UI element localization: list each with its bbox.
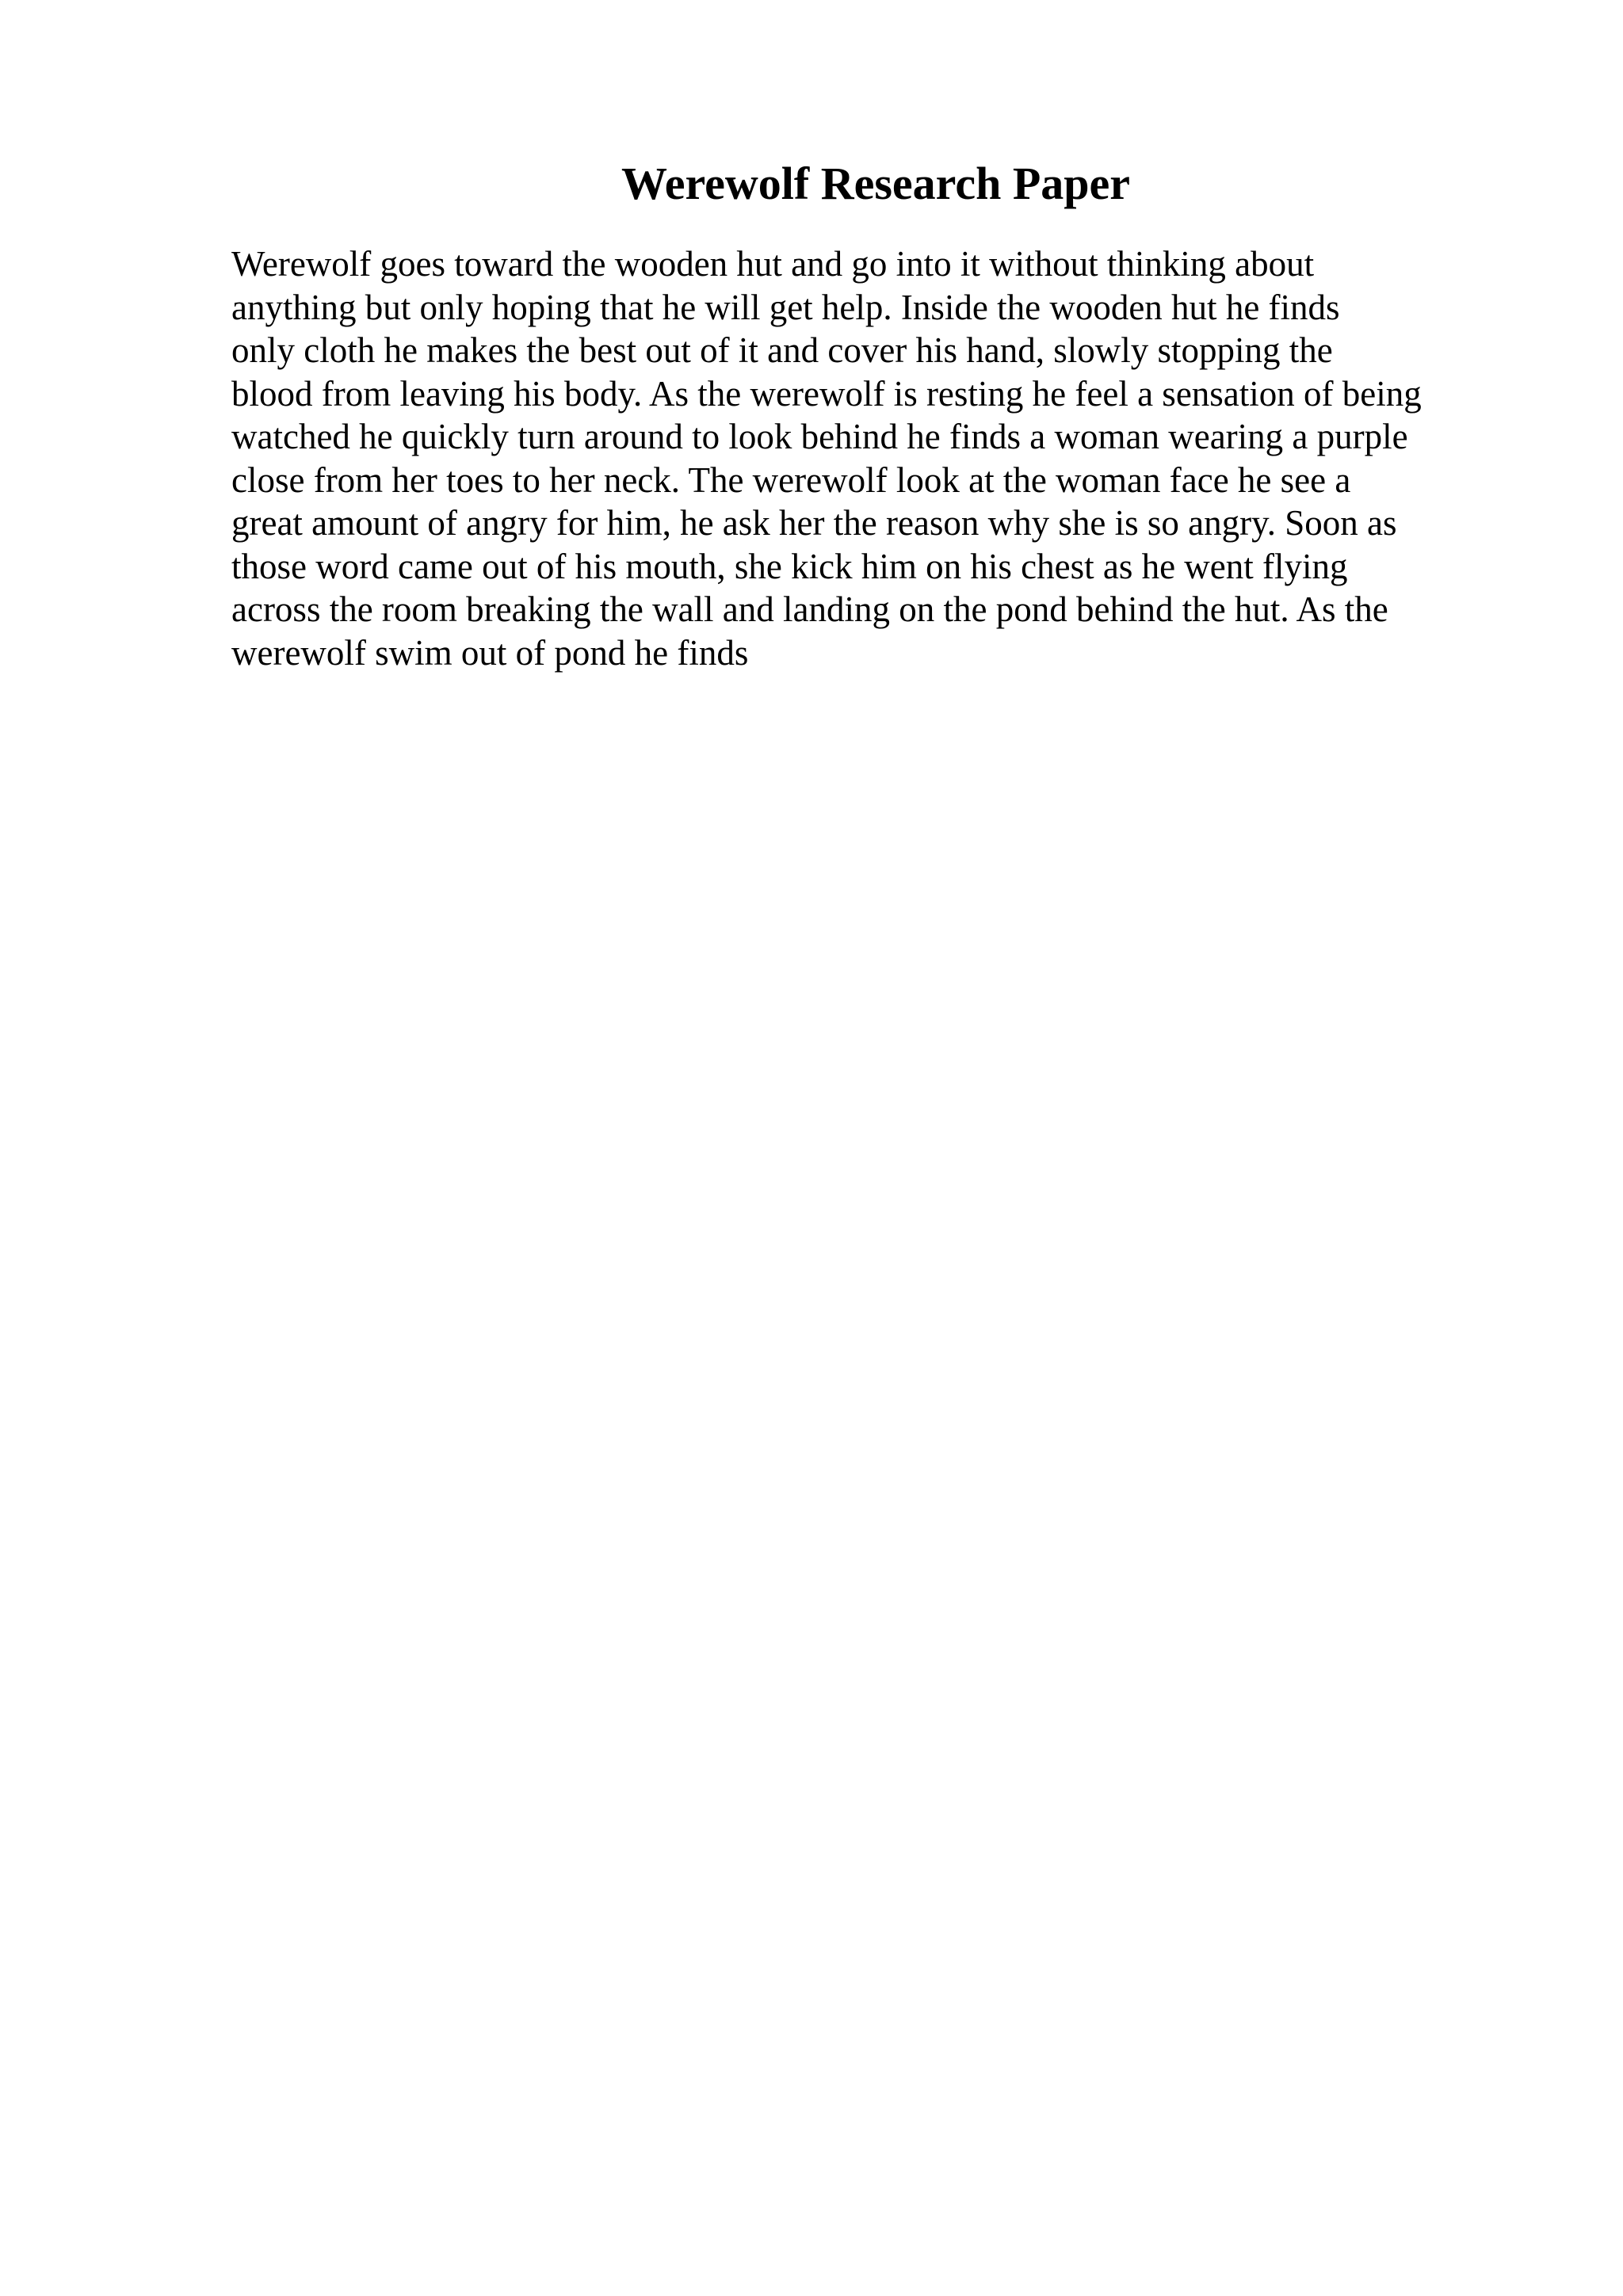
body-line: Werewolf goes toward the wooden hut and go into it without thinking about <box>231 244 1315 284</box>
body-line: anything but only hoping that he will get help. Inside the wooden hut he finds <box>231 287 1340 327</box>
body-line: watched he quickly turn around to look behind he finds a woman wearing a purple <box>231 417 1408 456</box>
body-line: blood from leaving his body. As the werewolf is resting he feel a sensation of being <box>231 373 1422 414</box>
body-line: only cloth he makes the best out of it and cover his hand, slowly stopping the <box>231 330 1333 370</box>
body-line: werewolf swim out of pond he finds <box>231 632 749 673</box>
body-line: those word came out of his mouth, she kick him on his chest as he went flying <box>231 546 1348 586</box>
body-line: across the room breaking the wall and landing on the pond behind the hut. As the <box>231 589 1388 629</box>
body-line: great amount of angry for him, he ask her the reason why she is so angry. Soon as <box>231 503 1397 543</box>
document-title: Werewolf Research Paper <box>621 158 1131 209</box>
document-body <box>231 242 1499 674</box>
body-line: close from her toes to her neck. The werewolf look at the woman face he see a <box>231 460 1351 500</box>
